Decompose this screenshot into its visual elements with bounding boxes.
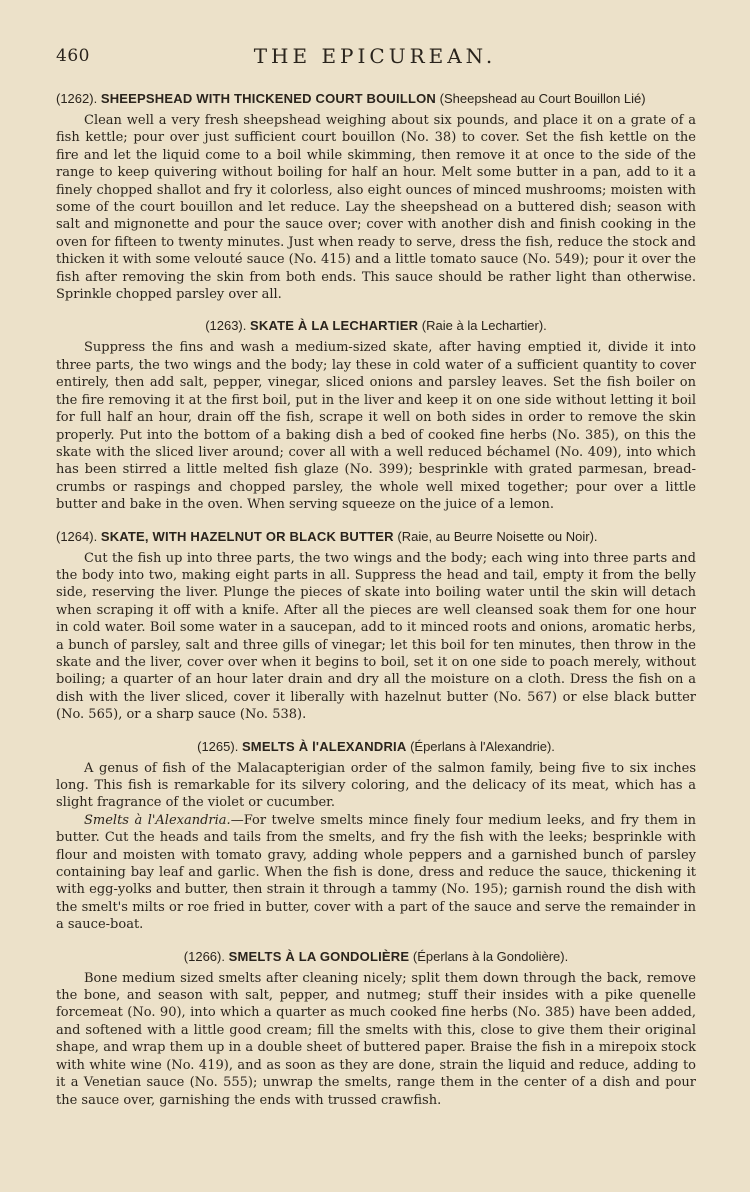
recipe-1264 [56, 528, 696, 724]
recipe-paragraph: Suppress the fins and wash a medium-sized skate, after having emptied it, divide it into three parts, the two wings and the body; lay these in cold water of a sufficient quantity to cover entirely, then add salt, pepper, vinegar, sliced onions and parsley leaves. Set the fish boiler on the fire removing it at the first boil, put in the liver and keep it on one side without letting it boil for full half an hour, drain off the fish, scrape it well on both sides in order to remove the skin properly. Put into the bottom of a baking dish a bed of cooked fine herbs (No. 385), on this the skate with the sliced liver around; cover all with a well reduced béchamel (No. 409), into which has been stirred a little melted fish glaze (No. 399); besprinkle with grated parmesan, bread-crumbs or raspings and chopped parsley, the whole well mixed together; pour over a little butter and bake in the oven. When serving squeeze on the juice of a lemon. [56, 340, 696, 513]
recipe-french-name: (Éperlans à la Gondolière). [412, 948, 569, 964]
recipe-french-name: (Raie à la Lechartier). [421, 318, 547, 334]
recipe-number: (1263). [205, 318, 247, 334]
recipe-1263 [56, 317, 696, 513]
recipe-number: (1262). [56, 91, 98, 106]
recipe-title [56, 948, 696, 966]
page-header [56, 44, 694, 70]
recipe-1266 [56, 948, 696, 1109]
recipe-title [56, 317, 696, 335]
recipe-name: SKATE, WITH HAZELNUT OR BLACK BUTTER [100, 528, 394, 544]
recipe-number: (1265). [197, 738, 239, 754]
recipe-paragraph: Clean well a very fresh sheepshead weighing about six pounds, and place it on a grate of a fish kettle; pour over just sufficient court bouillon (No. 38) to cover. Set the fish kettle on the fire and let the liquid come to a boil while skimming, then remove it at once to the side of the range to keep quivering without boiling for half an hour. Melt some butter in a pan, add to it a finely chopped shallot and fry it colorless, also eight ounces of minced mushrooms; moisten with some of the court bouillon and let reduce. Lay the sheepshead on a buttered dish; season with salt and mignonette and pour the sauce over; cover with another dish and finish cooking in the oven for fifteen to twenty minutes. Just when ready to serve, dress the fish, reduce the stock and thicken it with some velouté sauce (No. 415) and a little tomato sauce (No. 549); pour it over the fish after removing the skin from both ends. This sauce should be rather light than otherwise. Sprinkle chopped parsley over all. [56, 113, 696, 303]
recipe-title [56, 528, 696, 546]
recipe-name: SMELTS À LA GONDOLIÈRE [228, 948, 410, 964]
recipe-1262 [56, 90, 696, 303]
recipe-title [56, 738, 696, 756]
page-number: 460 [56, 46, 90, 66]
method-text: —For twelve smelts mince finely four medium leeks, and fry them in butter. Cut the heads and tails from the smelts, and fry the fish with the leeks; besprinkle with flour and moisten with tomato gravy, adding whole peppers and a garnished bunch of parsley containing bay leaf and garlic. When the fish is done, dress and reduce the sauce, thickening it with egg-yolks and butter, then strain it through a tammy (No. 195); garnish round the dish with the smelt's milts or roe fried in butter, cover with a part of the sauce and serve the remainder in a sauce-boat. [56, 812, 696, 933]
recipe-name: SKATE À LA LECHARTIER [250, 318, 419, 334]
recipe-french-name: (Sheepshead au Court Bouillon Lié) [439, 91, 646, 106]
recipe-paragraph-method [56, 812, 696, 934]
recipe-french-name: (Éperlans à l'Alexandrie). [410, 738, 555, 754]
recipe-title [56, 90, 696, 108]
italic-lead: Smelts à l'Alexandria. [84, 812, 231, 828]
recipe-name: SMELTS À l'ALEXANDRIA [241, 738, 407, 754]
page-content [56, 90, 696, 1123]
recipe-paragraph: Cut the fish up into three parts, the two wings and the body; each wing into three parts and the body into two, making eight parts in all. Suppress the head and tail, empty it from the belly side, reserving the liver. Plunge the pieces of skate into boiling water until the skin will detach when scraping it off with a knife. After all the pieces are well cleansed soak them for one hour in cold water. Boil some water in a saucepan, add to it minced roots and onions, aromatic herbs, a bunch of parsley, salt and three gills of vinegar; let this boil for ten minutes, then throw in the skate and the liver, cover over when it begins to boil, set it on one side to poach merely, without boiling; a quarter of an hour later drain and dry all the moisture on a cloth. Dress the fish on a dish with the liver sliced, cover it liberally with hazelnut butter (No. 567) or else black butter (No. 565), or a sharp sauce (No. 538). [56, 550, 696, 723]
recipe-number: (1266). [183, 948, 225, 964]
recipe-name: SHEEPSHEAD WITH THICKENED COURT BOUILLON [100, 91, 436, 106]
recipe-french-name: (Raie, au Beurre Noisette ou Noir). [397, 528, 598, 544]
recipe-number: (1264). [56, 528, 98, 544]
recipe-paragraph: Bone medium sized smelts after cleaning nicely; split them down through the back, remove the bone, and season with salt, pepper, and nutmeg; stuff their insides with a pike quenelle forcemeat (No. 90), into which a quarter as much cooked fine herbs (No. 385) have been added, and softened with a little good cream; fill the smelts with this, close to give them their original shape, and wrap them up in a double sheet of buttered paper. Braise the fish in a mirepoix stock with white wine (No. 419), and as soon as they are done, strain the liquid and reduce, adding to it a Venetian sauce (No. 555); unwrap the smelts, range them in the center of a dish and pour the sauce over, garnishing the ends with trussed crawfish. [56, 970, 696, 1108]
running-title: THE EPICUREAN. [253, 44, 497, 68]
recipe-1265 [56, 738, 696, 934]
recipe-paragraph: A genus of fish of the Malacapterigian order of the salmon family, being five to six inches long. This fish is remarkable for its silvery coloring, and the delicacy of its meat, which has a slight fragrance of the violet or cucumber. [56, 760, 696, 811]
